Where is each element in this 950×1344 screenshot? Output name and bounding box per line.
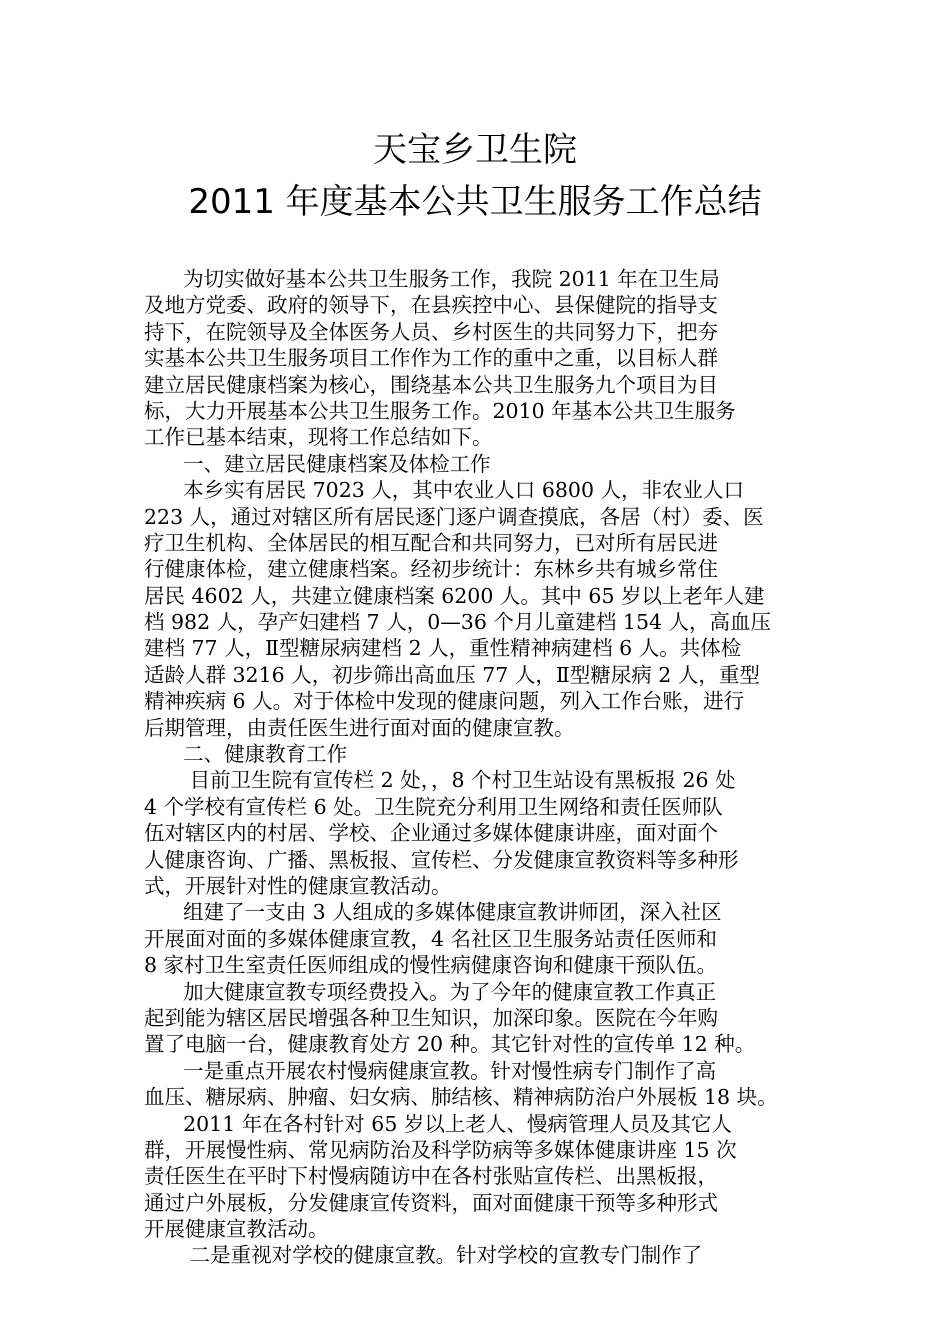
body-line: 后期管理，由责任医生进行面对面的健康宣教。: [144, 715, 575, 740]
body-line: 一、建立居民健康档案及体检工作: [144, 451, 491, 476]
body-line: 起到能为辖区居民增强各种卫生知识，加深印象。医院在今年购: [144, 1005, 718, 1030]
body-line: 为切实做好基本公共卫生服务工作，我院 2011 年在卫生局: [144, 267, 720, 291]
body-line: 群，开展慢性病、常见病防治及科学防病等多媒体健康讲座 15 次: [144, 1137, 737, 1162]
body-line: 置了电脑一台，健康教育处方 20 种。其它针对性的宣传单 12 种。: [144, 1032, 756, 1057]
body-line: 档 982 人，孕产妇建档 7 人，0—36 个月儿童建档 154 人，高血压: [144, 610, 772, 635]
body-line: 居民 4602 人，共建立健康档案 6200 人。其中 65 岁以上老年人建: [144, 583, 765, 608]
body-line: 标，大力开展基本公共卫生服务工作。2010 年基本公共卫生服务: [144, 398, 736, 423]
body-line: 人健康咨询、广播、黑板报、宣传栏、分发健康宣教资料等多种形: [144, 847, 739, 872]
body-line: 223 人，通过对辖区所有居民逐门逐户调查摸底，各居（村）委、医: [144, 504, 764, 529]
body-line: 及地方党委、政府的领导下，在县疾控中心、县保健院的指导支: [144, 293, 718, 318]
document-title: 天宝乡卫生院: [373, 130, 577, 170]
body-line: 4 个学校有宣传栏 6 处。卫生院充分利用卫生网络和责任医师队: [144, 794, 723, 819]
body-line: 2011 年在各村针对 65 岁以上老人、慢病管理人员及其它人: [144, 1111, 732, 1136]
body-line: 血压、糖尿病、肿瘤、妇女病、肺结核、精神病防治户外展板 18 块。: [144, 1085, 778, 1110]
body-line: 疗卫生机构、全体居民的相互配合和共同努力，已对所有居民进: [144, 530, 718, 555]
body-line: 通过户外展板，分发健康宣传资料，面对面健康干预等多种形式: [144, 1190, 718, 1215]
body-line: 一是重点开展农村慢病健康宣教。针对慢性病专门制作了高: [144, 1058, 717, 1083]
body-line: 实基本公共卫生服务项目工作作为工作的重中之重，以目标人群: [144, 346, 718, 371]
body-line: 建立居民健康档案为核心，围绕基本公共卫生服务九个项目为目: [144, 372, 718, 397]
body-line: 8 家村卫生室责任医师组成的慢性病健康咨询和健康干预队伍。: [144, 953, 718, 978]
body-line: 二、健康教育工作: [144, 742, 348, 767]
body-line: 行健康体检，建立健康档案。经初步统计：东林乡共有城乡常住: [144, 557, 718, 582]
body-line: 持下，在院领导及全体医务人员、乡村医生的共同努力下，把夯: [144, 319, 718, 344]
body-line: 本乡实有居民 7023 人，其中农业人口 6800 人，非农业人口: [144, 478, 745, 503]
document-body: [144, 266, 808, 1269]
body-line: 责任医生在平时下村慢病随访中在各村张贴宣传栏、出黑板报，: [144, 1164, 718, 1189]
body-line: 伍对辖区内的村居、学校、企业通过多媒体健康讲座，面对面个: [144, 821, 718, 846]
body-line: 建档 77 人，Ⅱ型糖尿病建档 2 人，重性精神病建档 6 人。共体检: [144, 636, 742, 661]
body-line: 适龄人群 3216 人，初步筛出高血压 77 人，Ⅱ型糖尿病 2 人，重型: [144, 662, 760, 687]
body-line: 开展面对面的多媒体健康宣教，4 名社区卫生服务站责任医师和: [144, 926, 718, 951]
body-line: 组建了一支由 3 人组成的多媒体健康宣教讲师团，深入社区: [144, 900, 722, 925]
body-line: 开展健康宣教活动。: [144, 1217, 329, 1242]
body-line: 加大健康宣教专项经费投入。为了今年的健康宣教工作真正: [144, 979, 717, 1004]
body-line: 目前卫生院有宣传栏 2 处，，8 个村卫生站设有黑板报 26 处: [144, 768, 736, 793]
body-line: 工作已基本结束，现将工作总结如下。: [144, 425, 493, 450]
body-line: 精神疾病 6 人。对于体检中发现的健康问题，列入工作台账，进行: [144, 689, 745, 714]
document-subtitle: 2011 年度基本公共卫生服务工作总结: [188, 182, 762, 222]
body-line: 二是重视对学校的健康宣教。针对学校的宣教专门制作了: [144, 1243, 703, 1268]
body-line: 式，开展针对性的健康宣教活动。: [144, 873, 452, 898]
